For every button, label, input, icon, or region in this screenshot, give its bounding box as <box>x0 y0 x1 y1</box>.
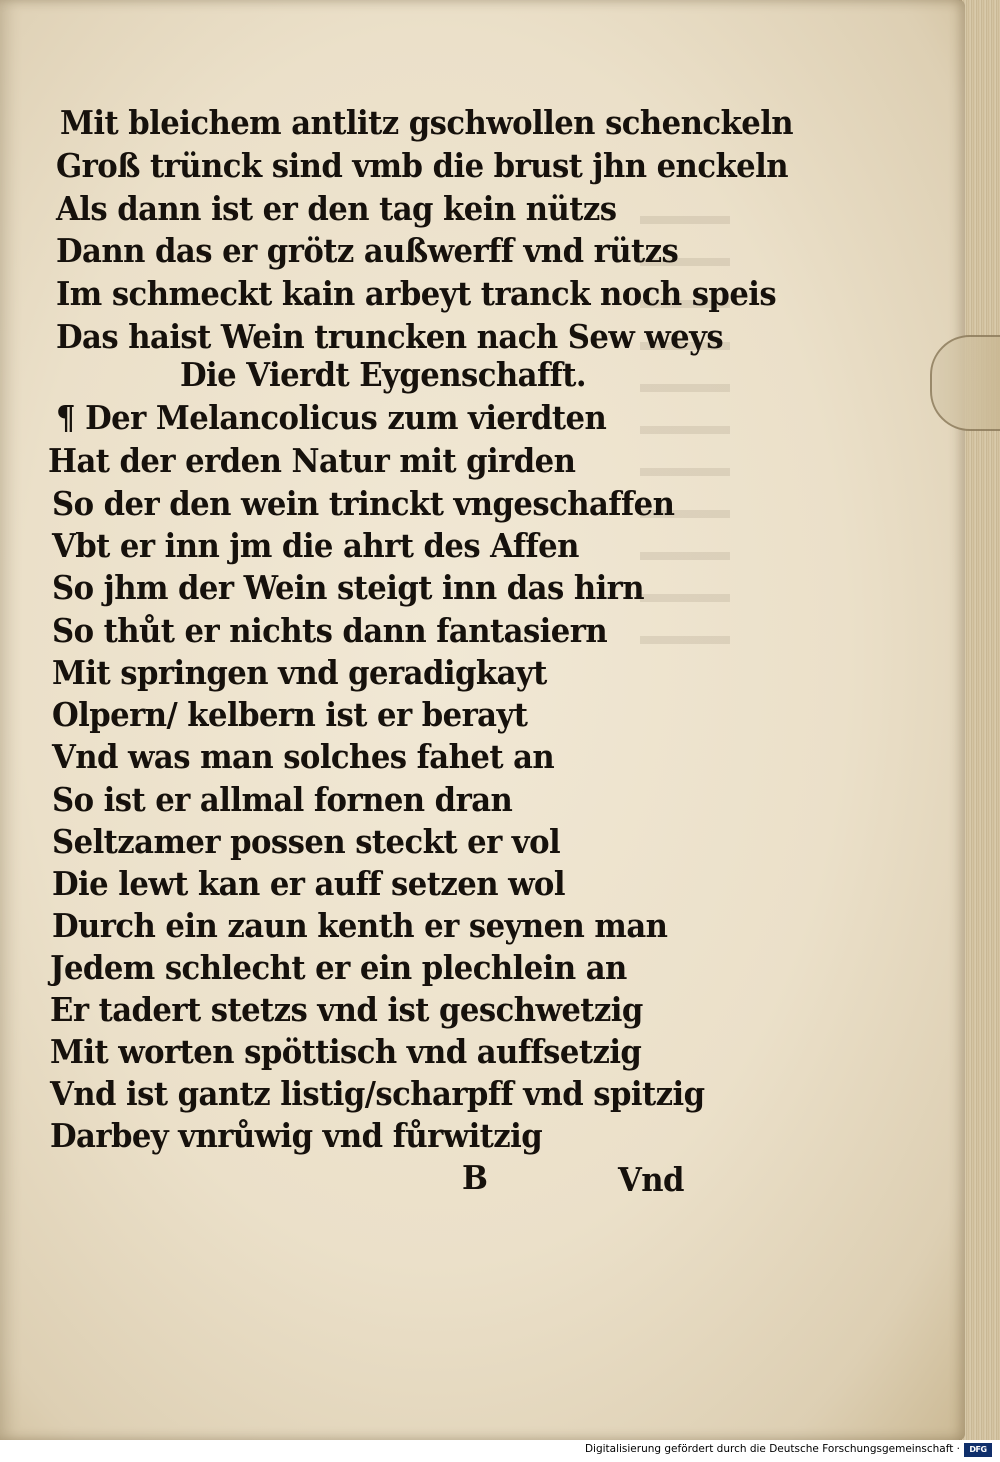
verse-line: Hat der erden Natur mit girden <box>48 441 576 480</box>
verse-line: Durch ein zaun kenth er seynen man <box>52 906 668 945</box>
verse-line: Mit bleichem antlitz gschwollen schenckeln <box>60 103 794 142</box>
page-tab <box>930 335 1000 431</box>
verse-line: Olpern/ kelbern ist er berayt <box>52 695 528 734</box>
verse-line: Dann das er grötz außwerff vnd rützs <box>56 231 679 270</box>
catchword: Vnd <box>618 1160 684 1199</box>
verse-line: Die lewt kan er auff setzen wol <box>52 864 565 903</box>
verse-line: ¶ Der Melancolicus zum vierdten <box>56 398 607 437</box>
verse-line: Er tadert stetzs vnd ist geschwetzig <box>50 990 643 1029</box>
verse-line: Mit springen vnd geradigkayt <box>52 653 547 692</box>
verse-line: Vbt er inn jm die ahrt des Affen <box>52 526 579 565</box>
verse-line: Seltzamer possen steckt er vol <box>52 822 561 861</box>
verse-line: Groß trünck sind vmb die brust jhn enckeln <box>56 146 788 185</box>
verse-line: Das haist Wein truncken nach Sew weys <box>56 317 724 356</box>
verse-line: Mit worten spöttisch vnd auffsetzig <box>50 1032 642 1071</box>
section-heading: Die Vierdt Eygenschafft. <box>180 355 586 394</box>
verse-line: Vnd ist gantz listig/scharpff vnd spitzig <box>50 1074 705 1113</box>
verse-line: Darbey vnrůwig vnd fůrwitzig <box>50 1116 543 1155</box>
page-edges <box>960 0 1000 1440</box>
verse-line: Jedem schlecht er ein plechlein an <box>50 948 627 987</box>
verse-line: So jhm der Wein steigt inn das hirn <box>52 568 645 607</box>
verse-line: So thůt er nichts dann fantasiern <box>52 611 608 650</box>
verse-line: Im schmeckt kain arbeyt tranck noch speis <box>56 274 777 313</box>
verse-line: Vnd was man solches fahet an <box>52 737 555 776</box>
verse-line: Als dann ist er den tag kein nützs <box>56 189 617 228</box>
verse-line: So der den wein trinckt vngeschaffen <box>52 484 675 523</box>
footer-bar <box>0 1440 1000 1462</box>
signature-mark: B <box>462 1158 488 1197</box>
funding-credit: Digitalisierung gefördert durch die Deutsche Forschungsgemeinschaft · <box>584 1443 960 1455</box>
verse-line: So ist er allmal fornen dran <box>52 780 513 819</box>
dfg-logo: DFG <box>964 1443 992 1457</box>
